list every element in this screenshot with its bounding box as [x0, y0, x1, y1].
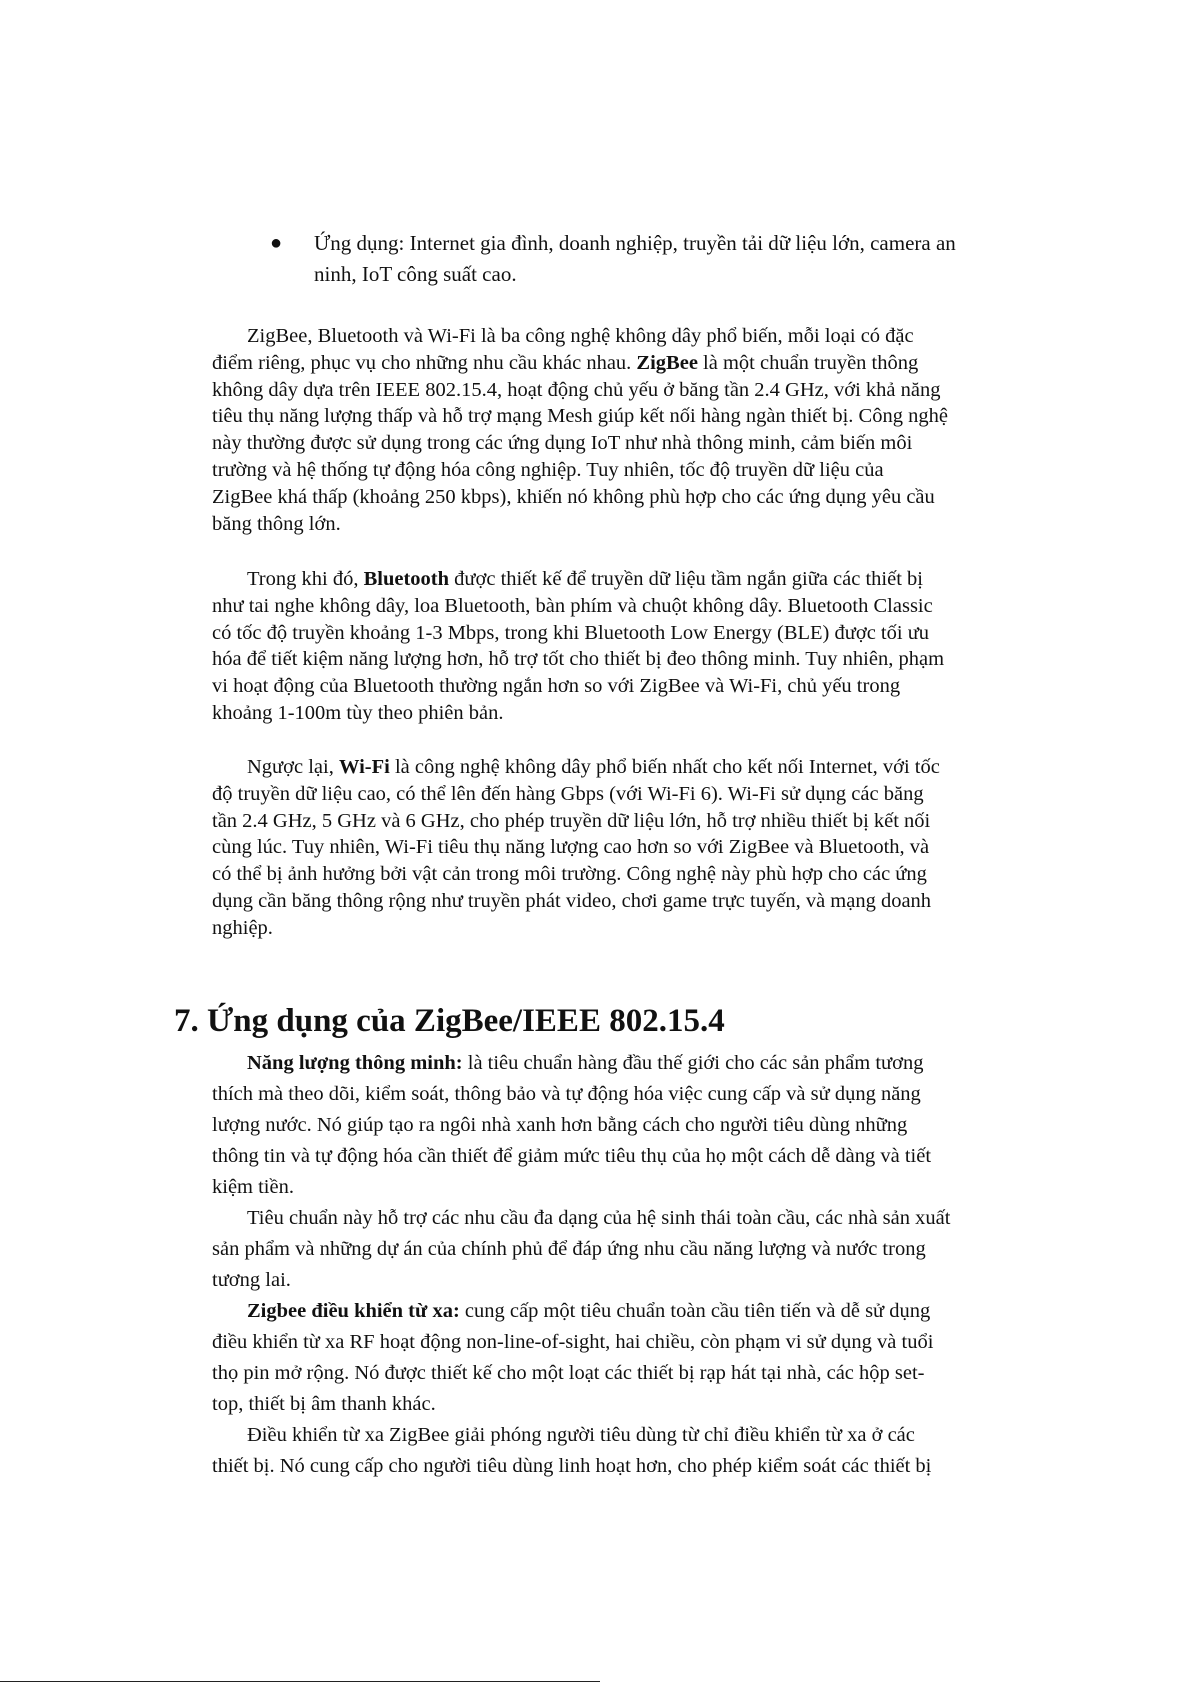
text-line — [212, 566, 1052, 593]
text-line — [212, 1296, 1052, 1327]
text-line: tần 2.4 GHz, 5 GHz và 6 GHz, cho phép truyền dữ liệu lớn, hỗ trợ nhiều thiết bị kết nối — [212, 809, 931, 832]
bullet-text — [314, 228, 1038, 290]
bold-term: ZigBee — [636, 351, 698, 374]
text-line: có tốc độ truyền khoảng 1-3 Mbps, trong khi Bluetooth Low Energy (BLE) được tối ưu — [212, 621, 930, 644]
text-line: cùng lúc. Tuy nhiên, Wi-Fi tiêu thụ năng lượng cao hơn so với ZigBee và Bluetooth, và — [212, 836, 930, 859]
bold-term: Năng lượng thông minh: — [247, 1052, 463, 1074]
bold-term: Zigbee điều khiển từ xa: — [247, 1300, 460, 1322]
text-line: lượng nước. Nó giúp tạo ra ngôi nhà xanh hơn bằng cách cho người tiêu dùng những — [212, 1114, 908, 1136]
text-line: ZigBee khá thấp (khoảng 250 kbps), khiến nó không phù hợp cho các ứng dụng yêu cầu — [212, 485, 935, 508]
text-span: là công nghệ không dây phổ biến nhất cho kết nối Internet, với tốc — [389, 756, 940, 778]
text-line: băng thông lớn. — [212, 512, 341, 535]
text-line: này thường được sử dụng trong các ứng dụng IoT như nhà thông minh, cảm biến môi — [212, 432, 913, 455]
text-line: điều khiển từ xa RF hoạt động non-line-of-sight, hai chiều, còn phạm vi sử dụng và tuổi — [212, 1331, 934, 1353]
paragraph-wifi — [212, 754, 1052, 942]
footer-divider — [0, 1681, 600, 1682]
text-line: có thể bị ảnh hưởng bởi vật cản trong môi trường. Công nghệ này phù hợp cho các ứng — [212, 863, 927, 886]
bold-term: Bluetooth — [363, 568, 450, 590]
section-body — [212, 1048, 1052, 1482]
text-line — [212, 754, 1052, 781]
paragraph-bluetooth — [212, 566, 1052, 727]
section-heading: 7. Ứng dụng của ZigBee/IEEE 802.15.4 — [174, 1003, 725, 1039]
text-line: thọ pin mở rộng. Nó được thiết kế cho một loạt các thiết bị rạp hát tại nhà, các hộp set- — [212, 1362, 925, 1384]
text-line: không dây dựa trên IEEE 802.15.4, hoạt động chủ yếu ở băng tần 2.4 GHz, với khả năng — [212, 378, 941, 401]
text-line: thông tin và tự động hóa cần thiết để giảm mức tiêu thụ của họ một cách dễ dàng và tiết — [212, 1145, 932, 1167]
bullet-line: ninh, IoT công suất cao. — [314, 262, 517, 286]
bold-term: Wi-Fi — [338, 756, 390, 778]
text-line: kiệm tiền. — [212, 1176, 294, 1198]
text-line: sản phẩm và những dự án của chính phủ để đáp ứng nhu cầu năng lượng và nước trong — [212, 1238, 926, 1260]
text-line: vi hoạt động của Bluetooth thường ngắn hơn so với ZigBee và Wi-Fi, chủ yếu trong — [212, 675, 901, 698]
text-span: là một chuẩn truyền thông — [697, 351, 919, 374]
text-line: tiêu thụ năng lượng thấp và hỗ trợ mạng Mesh giúp kết nối hàng ngàn thiết bị. Công nghệ — [212, 405, 948, 428]
text-line: dụng cần băng thông rộng như truyền phát video, chơi game trực tuyến, và mạng doanh — [212, 889, 932, 912]
text-line: tương lai. — [212, 1269, 291, 1291]
text-line: trường và hệ thống tự động hóa công nghiệp. Tuy nhiên, tốc độ truyền dữ liệu của — [212, 458, 884, 481]
bullet-item — [270, 228, 1038, 290]
text-line: Tiêu chuẩn này hỗ trợ các nhu cầu đa dạng của hệ sinh thái toàn cầu, các nhà sản xuất — [247, 1207, 951, 1229]
text-line: Điều khiển từ xa ZigBee giải phóng người tiêu dùng từ chỉ điều khiển từ xa ở các — [247, 1424, 915, 1446]
bullet-dot-icon: ● — [270, 232, 283, 254]
text-line: như tai nghe không dây, loa Bluetooth, bàn phím và chuột không dây. Bluetooth Classic — [212, 594, 933, 617]
text-line: độ truyền dữ liệu cao, có thể lên đến hàng Gbps (với Wi-Fi 6). Wi-Fi sử dụng các băng — [212, 782, 924, 805]
text-span: cung cấp một tiêu chuẩn toàn cầu tiên tiến và dễ sử dụng — [459, 1300, 931, 1322]
text-line: ZigBee, Bluetooth và Wi-Fi là ba công nghệ không dây phổ biến, mỗi loại có đặc — [247, 325, 914, 347]
text-line: top, thiết bị âm thanh khác. — [212, 1393, 436, 1415]
text-line: nghiệp. — [212, 916, 273, 939]
text-line: thiết bị. Nó cung cấp cho người tiêu dùng linh hoạt hơn, cho phép kiểm soát các thiết bị — [212, 1455, 932, 1477]
paragraph-zigbee-overview — [212, 323, 1052, 537]
text-span: điểm riêng, phục vụ cho những nhu cầu khác nhau. — [212, 351, 637, 374]
text-line — [212, 1048, 1052, 1079]
text-line: hóa để tiết kiệm năng lượng hơn, hỗ trợ tốt cho thiết bị đeo thông minh. Tuy nhiên, phạm — [212, 648, 945, 671]
text-line: khoảng 1-100m tùy theo phiên bản. — [212, 701, 504, 724]
text-span: Trong khi đó, — [247, 568, 364, 590]
text-span: Ngược lại, — [247, 756, 339, 778]
text-span: được thiết kế để truyền dữ liệu tầm ngắn giữa các thiết bị — [449, 568, 923, 590]
bullet-line: Ứng dụng: Internet gia đình, doanh nghiệp, truyền tải dữ liệu lớn, camera an — [314, 231, 956, 255]
text-span: là tiêu chuẩn hàng đầu thế giới cho các sản phẩm tương — [462, 1052, 924, 1074]
text-line — [212, 350, 1052, 377]
text-line: thích mà theo dõi, kiểm soát, thông bảo và tự động hóa việc cung cấp và sử dụng năng — [212, 1083, 921, 1105]
